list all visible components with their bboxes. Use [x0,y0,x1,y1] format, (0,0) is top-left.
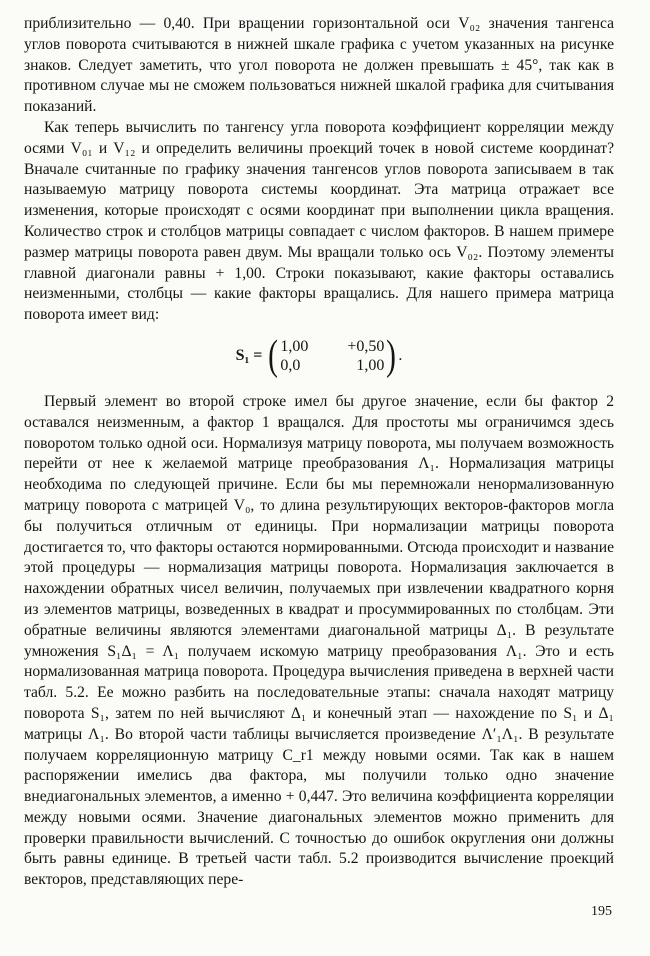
matrix-cell: 1,00 [356,356,385,374]
page-body [24,14,614,891]
matrix-cell: 0,0 [280,356,301,374]
formula-lhs: S₁ = [235,346,263,364]
matrix-cell: +0,50 [347,337,385,355]
left-paren: ( [268,332,279,379]
matrix-cell: 1,00 [280,337,309,355]
matrix-body [280,337,384,375]
paragraph-2: Как теперь вычислить по тангенсу угла поворота коэффициент корреляции между осями V₀₁ и V₁₂ и определить величины проекций точек в новой системе координат? Вначале считанные по графику значения тангенсов углов поворота записываем в так называемую матрицу поворота системы координат. Эта матрица отражает все изменения, которые происходят с осями координат при выполнении цикла вращения. Количество строк и столбцов матрицы совпадает с числом факторов. В нашем примере размер матрицы поворота равен двум. Мы вращали только ось V₀₂. Поэтому элементы главной диагонали равны + 1,00. Строки показывают, какие факторы оставались неизменными, столбцы — какие факторы вращались. Для нашего примера матрица поворота имеет вид: [24,118,614,324]
paragraph-3: Первый элемент во второй строке имел бы другое значение, если бы фактор 2 оставался неизменным, а фактор 1 вращался. Для простоты мы ограничимся здесь поворотом только одной оси. Нормализуя матрицу поворота, мы получаем возможность перейти от нее к желаемой матрице преобразования Λ₁. Нормализация матрицы необходима по следующей причине. Если бы мы перемножали ненормализованную матрицу поворота с матрицей V₀, то длина результирующих векторов-факторов могла бы получиться отличным от единицы. При нормализации матрицы поворота достигается то, что факторы остаются нормированными. Отсюда происходит и название этой процедуры — нормализация матрицы поворота. Нормализация заключается в нахождении обратных чисел величин, получаемых при извлечении квадратного корня из элементов матрицы, возведенных в квадрат и просуммированных по столбцам. Эти обратные величины являются элементами диагональной матрицы Δ₁. В результате умножения S₁Δ₁ = Λ₁ получаем искомую матрицу преобразования Λ₁. Это и есть нормализованная матрица поворота. Процедура вычисления приведена в верхней части табл. 5.2. Ее можно разбить на последовательные этапы: сначала находят матрицу поворота S₁, затем по ней вычисляют Δ₁ и конечный этап — нахождение по S₁ и Δ₁ матрицы Λ₁. Во второй части таблицы вычисляется произведение Λ′₁Λ₁. В результате получаем корреляционную матрицу C_r1 между новыми осями. Так как в нашем распоряжении имелись два фактора, мы получили только одно значение внедиагональных элементов, а именно + 0,447. Это величина коэффициента корреляции между новыми осями. Значение диагональных элементов можно применить для проверки правильности вычислений. С точностью до ошибок округления они должны быть равны единице. В третьей части табл. 5.2 производится вычисление проекций векторов, представляющих пере- [24,392,614,889]
page-number: 195 [591,904,612,919]
formula-period: . [398,346,403,364]
paragraph-1: приблизительно — 0,40. При вращении горизонтальной оси V₀₂ значения тангенса углов поворота считываются в нижней шкале графика с учетом указанных на рисунке знаков. Следует заметить, что угол поворота не должен превышать ± 45°, так как в противном случае мы не сможем пользоваться нижней шкалой графика для считывания показаний. [24,15,614,116]
rotation-matrix-formula [24,334,614,378]
right-paren: ) [386,332,397,379]
